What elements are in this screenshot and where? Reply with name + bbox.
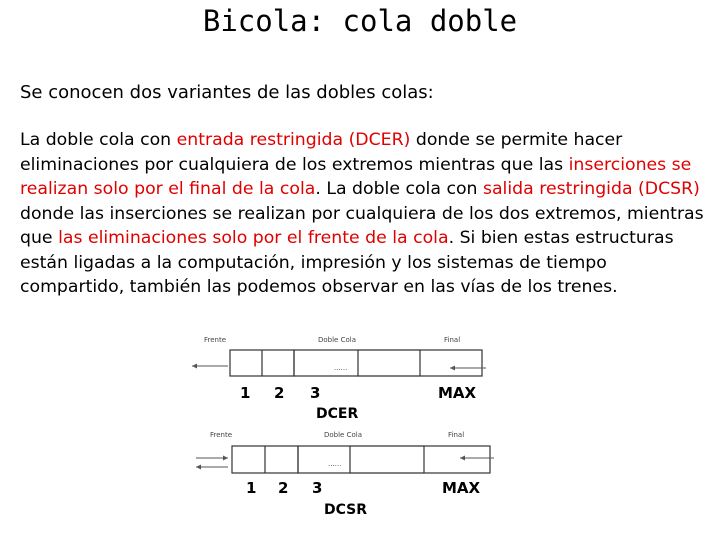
- dcer-end-label: Final: [444, 336, 461, 344]
- dcsr-caption: DCSR: [324, 502, 368, 518]
- dcer-cell-max: [420, 350, 482, 376]
- highlighted-text: salida restringida (DCSR): [482, 179, 700, 199]
- dcsr-cell-2: [298, 446, 350, 473]
- dcsr-index-1: 1: [246, 479, 257, 497]
- dcer-caption: DCER: [316, 406, 359, 422]
- dcsr-end-in-arrowhead: [460, 456, 465, 461]
- dcer-index-3: 3: [310, 384, 321, 402]
- dcsr-middle-label: Doble Cola: [324, 431, 362, 439]
- paragraph-text: donde las inserciones se realizan por cualquiera de los dos extremos, mientras que: [20, 203, 704, 248]
- dcsr-index-3: 3: [312, 479, 323, 497]
- dcer-front-arrowhead: [192, 364, 197, 369]
- dcer-front-label: Frente: [204, 336, 227, 344]
- dcsr-ellipsis: ......: [328, 460, 342, 468]
- dcsr-end-label: Final: [448, 431, 465, 439]
- dcer-middle-label: Doble Cola: [318, 336, 356, 344]
- highlighted-text: las eliminaciones solo por el frente de la cola: [58, 228, 449, 248]
- page-title: Bicola: cola doble: [202, 4, 518, 38]
- dcsr-front-in-arrowhead: [223, 456, 228, 461]
- dcer-diagram: [192, 350, 486, 376]
- paragraph-text: . Si bien estas estructuras están ligadas a la computación, impresión y los sistemas de tiempo compartido, también las podemos observar en las vías de los trenes.: [20, 228, 674, 297]
- dcer-index-max: MAX: [438, 384, 477, 402]
- dcsr-front-out-arrowhead: [196, 465, 201, 470]
- paragraph-text: donde se permite hacer eliminaciones por cualquiera de los extremos mientras que las: [20, 130, 623, 175]
- dcer-ellipsis: ......: [334, 364, 348, 372]
- dcsr-front-label: Frente: [210, 431, 233, 439]
- highlighted-text: inserciones se realizan solo por el final de la cola: [20, 154, 692, 199]
- paragraph-text: La doble cola con: [20, 130, 177, 150]
- dcsr-index-2: 2: [278, 479, 289, 497]
- highlighted-text: entrada restringida (DCER): [176, 130, 411, 150]
- dcer-cell-2: [294, 350, 358, 376]
- dcer-end-arrowhead: [450, 366, 455, 371]
- dcsr-cell-max: [424, 446, 490, 473]
- dcer-index-1: 1: [240, 384, 251, 402]
- intro-text: Se conocen dos variantes de las dobles colas:: [20, 82, 434, 103]
- dcsr-index-max: MAX: [442, 479, 481, 497]
- dcer-index-2: 2: [274, 384, 285, 402]
- dcsr-diagram: [196, 446, 494, 473]
- paragraph-text: . La doble cola con: [315, 179, 483, 199]
